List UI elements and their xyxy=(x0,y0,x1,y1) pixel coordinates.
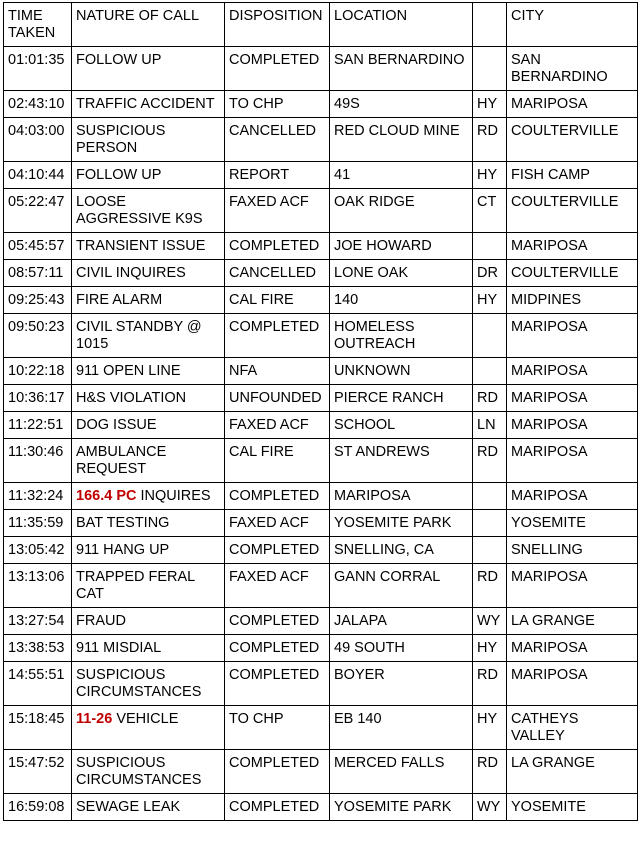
header-city: CITY xyxy=(507,3,638,47)
table-row xyxy=(4,118,638,162)
city-cell: MARIPOSA xyxy=(507,483,638,510)
location-cell: 49 SOUTH xyxy=(330,635,473,662)
location-cell: UNKNOWN xyxy=(330,358,473,385)
disposition-cell: COMPLETED xyxy=(225,233,330,260)
time-taken-cell: 13:38:53 xyxy=(4,635,72,662)
disposition-cell: FAXED ACF xyxy=(225,510,330,537)
location-cell: SAN BERNARDINO xyxy=(330,47,473,91)
time-taken-cell: 11:30:46 xyxy=(4,439,72,483)
time-taken-cell: 15:47:52 xyxy=(4,750,72,794)
disposition-cell: REPORT xyxy=(225,162,330,189)
nature-of-call-cell xyxy=(72,118,225,162)
city-cell: YOSEMITE xyxy=(507,794,638,821)
nature-text: TRAFFIC ACCIDENT xyxy=(76,96,215,112)
nature-of-call-cell xyxy=(72,510,225,537)
time-taken-cell: 10:36:17 xyxy=(4,385,72,412)
nature-of-call-cell xyxy=(72,358,225,385)
time-taken-cell: 02:43:10 xyxy=(4,91,72,118)
time-taken-cell: 16:59:08 xyxy=(4,794,72,821)
nature-text: SUSPICIOUS CIRCUMSTANCES xyxy=(76,667,202,700)
disposition-cell: CANCELLED xyxy=(225,260,330,287)
nature-text: VEHICLE xyxy=(112,711,179,727)
disposition-cell: NFA xyxy=(225,358,330,385)
time-taken-cell: 05:45:57 xyxy=(4,233,72,260)
suffix-cell: RD xyxy=(473,750,507,794)
nature-of-call-cell xyxy=(72,537,225,564)
suffix-cell: HY xyxy=(473,706,507,750)
city-cell: YOSEMITE xyxy=(507,510,638,537)
nature-of-call-cell xyxy=(72,260,225,287)
suffix-cell: RD xyxy=(473,385,507,412)
suffix-cell: RD xyxy=(473,439,507,483)
highlighted-code: 166.4 PC xyxy=(76,488,137,504)
table-row xyxy=(4,635,638,662)
nature-of-call-cell xyxy=(72,47,225,91)
city-cell: FISH CAMP xyxy=(507,162,638,189)
table-row xyxy=(4,794,638,821)
disposition-cell: COMPLETED xyxy=(225,483,330,510)
city-cell: MARIPOSA xyxy=(507,385,638,412)
city-cell: CATHEYS VALLEY xyxy=(507,706,638,750)
nature-of-call-cell xyxy=(72,412,225,439)
disposition-cell: COMPLETED xyxy=(225,794,330,821)
nature-of-call-cell xyxy=(72,287,225,314)
suffix-cell: HY xyxy=(473,162,507,189)
nature-text: CIVIL INQUIRES xyxy=(76,265,186,281)
city-cell: LA GRANGE xyxy=(507,750,638,794)
time-taken-cell: 09:50:23 xyxy=(4,314,72,358)
table-row xyxy=(4,91,638,118)
table-row xyxy=(4,412,638,439)
city-cell: MARIPOSA xyxy=(507,662,638,706)
table-row xyxy=(4,189,638,233)
nature-text: 911 MISDIAL xyxy=(76,640,162,656)
nature-text: 911 HANG UP xyxy=(76,542,170,558)
city-cell: COULTERVILLE xyxy=(507,260,638,287)
table-row xyxy=(4,233,638,260)
time-taken-cell: 05:22:47 xyxy=(4,189,72,233)
location-cell: EB 140 xyxy=(330,706,473,750)
nature-of-call-cell xyxy=(72,635,225,662)
disposition-cell: COMPLETED xyxy=(225,750,330,794)
suffix-cell xyxy=(473,358,507,385)
table-row xyxy=(4,287,638,314)
suffix-cell xyxy=(473,233,507,260)
suffix-cell: RD xyxy=(473,118,507,162)
disposition-cell: CAL FIRE xyxy=(225,287,330,314)
location-cell: RED CLOUD MINE xyxy=(330,118,473,162)
location-cell: LONE OAK xyxy=(330,260,473,287)
call-log-table xyxy=(3,2,638,821)
city-cell: MARIPOSA xyxy=(507,412,638,439)
city-cell: COULTERVILLE xyxy=(507,189,638,233)
time-taken-cell: 13:13:06 xyxy=(4,564,72,608)
time-taken-cell: 04:03:00 xyxy=(4,118,72,162)
time-taken-cell: 11:32:24 xyxy=(4,483,72,510)
time-taken-cell: 04:10:44 xyxy=(4,162,72,189)
nature-of-call-cell xyxy=(72,385,225,412)
nature-text: CIVIL STANDBY @ 1015 xyxy=(76,319,202,352)
suffix-cell: CT xyxy=(473,189,507,233)
location-cell: ST ANDREWS xyxy=(330,439,473,483)
nature-of-call-cell xyxy=(72,662,225,706)
city-cell: MARIPOSA xyxy=(507,233,638,260)
location-cell: 140 xyxy=(330,287,473,314)
nature-of-call-cell xyxy=(72,794,225,821)
nature-text: FOLLOW UP xyxy=(76,52,162,68)
header-location: LOCATION xyxy=(330,3,473,47)
location-cell: JOE HOWARD xyxy=(330,233,473,260)
city-cell: SNELLING xyxy=(507,537,638,564)
header-row xyxy=(4,3,638,47)
location-cell: GANN CORRAL xyxy=(330,564,473,608)
suffix-cell xyxy=(473,314,507,358)
table-row xyxy=(4,314,638,358)
location-cell: YOSEMITE PARK xyxy=(330,794,473,821)
time-taken-cell: 08:57:11 xyxy=(4,260,72,287)
city-cell: MARIPOSA xyxy=(507,635,638,662)
table-row xyxy=(4,260,638,287)
nature-of-call-cell xyxy=(72,91,225,118)
time-taken-cell: 11:35:59 xyxy=(4,510,72,537)
location-cell: MARIPOSA xyxy=(330,483,473,510)
nature-of-call-cell xyxy=(72,706,225,750)
table-row xyxy=(4,706,638,750)
city-cell: MARIPOSA xyxy=(507,564,638,608)
disposition-cell: TO CHP xyxy=(225,91,330,118)
location-cell: BOYER xyxy=(330,662,473,706)
time-taken-cell: 14:55:51 xyxy=(4,662,72,706)
city-cell: SAN BERNARDINO xyxy=(507,47,638,91)
disposition-cell: TO CHP xyxy=(225,706,330,750)
suffix-cell: HY xyxy=(473,287,507,314)
nature-text: AMBULANCE REQUEST xyxy=(76,444,167,477)
disposition-cell: CAL FIRE xyxy=(225,439,330,483)
nature-text: SEWAGE LEAK xyxy=(76,799,181,815)
nature-text: H&S VIOLATION xyxy=(76,390,187,406)
city-cell: LA GRANGE xyxy=(507,608,638,635)
disposition-cell: COMPLETED xyxy=(225,635,330,662)
suffix-cell: HY xyxy=(473,91,507,118)
nature-of-call-cell xyxy=(72,162,225,189)
table-row xyxy=(4,385,638,412)
disposition-cell: UNFOUNDED xyxy=(225,385,330,412)
table-row xyxy=(4,439,638,483)
disposition-cell: FAXED ACF xyxy=(225,564,330,608)
time-taken-cell: 15:18:45 xyxy=(4,706,72,750)
suffix-cell: WY xyxy=(473,608,507,635)
location-cell: MERCED FALLS xyxy=(330,750,473,794)
disposition-cell: COMPLETED xyxy=(225,662,330,706)
city-cell: MARIPOSA xyxy=(507,439,638,483)
suffix-cell: LN xyxy=(473,412,507,439)
suffix-cell: HY xyxy=(473,635,507,662)
nature-text: DOG ISSUE xyxy=(76,417,157,433)
table-row xyxy=(4,662,638,706)
location-cell: HOMELESS OUTREACH xyxy=(330,314,473,358)
nature-of-call-cell xyxy=(72,233,225,260)
table-row xyxy=(4,47,638,91)
header-suffix xyxy=(473,3,507,47)
time-taken-cell: 11:22:51 xyxy=(4,412,72,439)
nature-text: 911 OPEN LINE xyxy=(76,363,181,379)
disposition-cell: FAXED ACF xyxy=(225,189,330,233)
suffix-cell: RD xyxy=(473,662,507,706)
nature-text: FRAUD xyxy=(76,613,126,629)
time-taken-cell: 13:27:54 xyxy=(4,608,72,635)
table-row xyxy=(4,510,638,537)
city-cell: MIDPINES xyxy=(507,287,638,314)
header-disposition: DISPOSITION xyxy=(225,3,330,47)
time-taken-cell: 09:25:43 xyxy=(4,287,72,314)
nature-of-call-cell xyxy=(72,750,225,794)
location-cell: OAK RIDGE xyxy=(330,189,473,233)
table-row xyxy=(4,750,638,794)
nature-of-call-cell xyxy=(72,608,225,635)
disposition-cell: COMPLETED xyxy=(225,608,330,635)
city-cell: MARIPOSA xyxy=(507,358,638,385)
nature-text: FOLLOW UP xyxy=(76,167,162,183)
disposition-cell: COMPLETED xyxy=(225,537,330,564)
table-row xyxy=(4,537,638,564)
location-cell: JALAPA xyxy=(330,608,473,635)
suffix-cell xyxy=(473,483,507,510)
nature-text: TRANSIENT ISSUE xyxy=(76,238,206,254)
location-cell: 41 xyxy=(330,162,473,189)
location-cell: SCHOOL xyxy=(330,412,473,439)
nature-text: INQUIRES xyxy=(136,488,211,504)
location-cell: 49S xyxy=(330,91,473,118)
disposition-cell: COMPLETED xyxy=(225,314,330,358)
nature-text: FIRE ALARM xyxy=(76,292,163,308)
location-cell: SNELLING, CA xyxy=(330,537,473,564)
nature-of-call-cell xyxy=(72,483,225,510)
nature-text: SUSPICIOUS CIRCUMSTANCES xyxy=(76,755,202,788)
suffix-cell: RD xyxy=(473,564,507,608)
location-cell: PIERCE RANCH xyxy=(330,385,473,412)
suffix-cell: DR xyxy=(473,260,507,287)
table-row xyxy=(4,162,638,189)
nature-of-call-cell xyxy=(72,189,225,233)
suffix-cell xyxy=(473,47,507,91)
nature-text: TRAPPED FERAL CAT xyxy=(76,569,195,602)
nature-of-call-cell xyxy=(72,564,225,608)
nature-of-call-cell xyxy=(72,314,225,358)
suffix-cell xyxy=(473,510,507,537)
table-row xyxy=(4,358,638,385)
header-nature-of-call: NATURE OF CALL xyxy=(72,3,225,47)
suffix-cell: WY xyxy=(473,794,507,821)
disposition-cell: FAXED ACF xyxy=(225,412,330,439)
city-cell: COULTERVILLE xyxy=(507,118,638,162)
city-cell: MARIPOSA xyxy=(507,314,638,358)
table-row xyxy=(4,564,638,608)
disposition-cell: CANCELLED xyxy=(225,118,330,162)
suffix-cell xyxy=(473,537,507,564)
header-time-taken: TIME TAKEN xyxy=(4,3,72,47)
call-log-body xyxy=(4,47,638,821)
time-taken-cell: 10:22:18 xyxy=(4,358,72,385)
table-row xyxy=(4,483,638,510)
city-cell: MARIPOSA xyxy=(507,91,638,118)
time-taken-cell: 01:01:35 xyxy=(4,47,72,91)
highlighted-code: 11-26 xyxy=(76,711,113,727)
table-row xyxy=(4,608,638,635)
nature-of-call-cell xyxy=(72,439,225,483)
time-taken-cell: 13:05:42 xyxy=(4,537,72,564)
disposition-cell: COMPLETED xyxy=(225,47,330,91)
nature-text: BAT TESTING xyxy=(76,515,170,531)
nature-text: LOOSE AGGRESSIVE K9S xyxy=(76,194,203,227)
location-cell: YOSEMITE PARK xyxy=(330,510,473,537)
nature-text: SUSPICIOUS PERSON xyxy=(76,123,166,156)
